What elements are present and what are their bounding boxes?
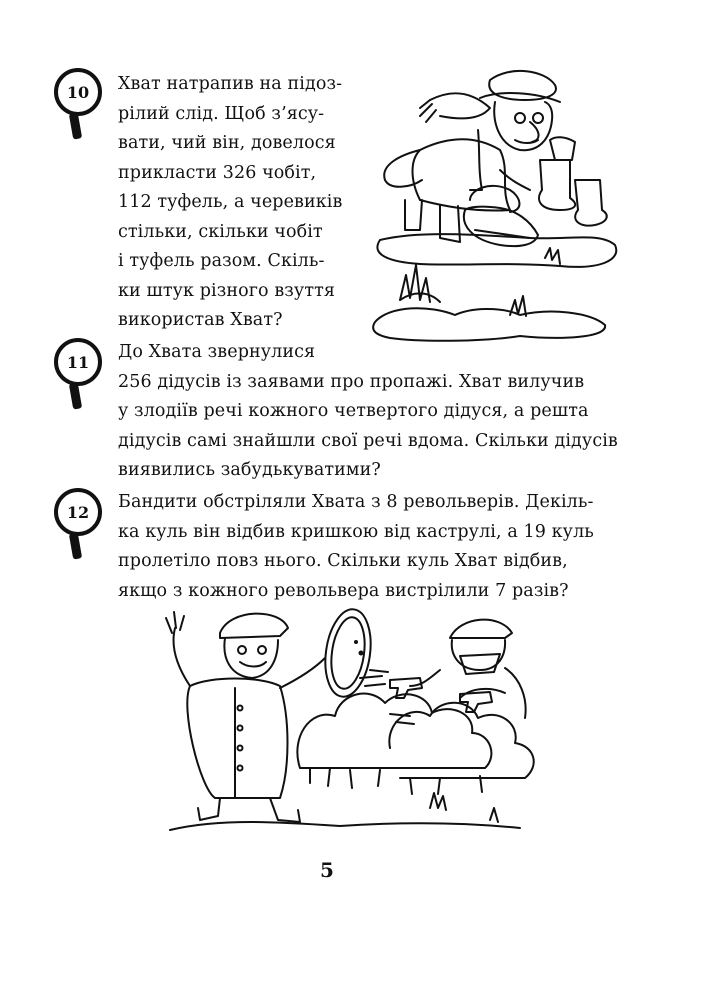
problem-number: 10 xyxy=(66,82,90,102)
text-line: Бандити обстріляли Хвата з 8 револьверів. Декіль- xyxy=(118,492,594,512)
text-line: 256 дідусів із заявами про пропажі. Хват вилучив xyxy=(118,371,585,392)
text-line: ки штук різного взуття xyxy=(118,280,336,301)
text-line: дідусів самі знайшли свої речі вдома. Скільки дідусів xyxy=(118,430,618,451)
problem-10-text xyxy=(118,70,343,336)
text-line: пролетіло повз нього. Скільки куль Хват відбив, xyxy=(118,551,568,571)
problem-number: 11 xyxy=(66,352,90,372)
magnifier-icon xyxy=(54,488,102,536)
problem-12-text xyxy=(118,488,594,606)
text-line: До Хвата звернулися xyxy=(118,342,316,362)
text-line: рілий слід. Щоб з’ясу- xyxy=(118,103,325,124)
text-line: якщо з кожного револьвера вистрілили 7 разів? xyxy=(118,580,569,601)
text-line: у злодіїв речі кожного четвертого дідуся, а решта xyxy=(118,401,589,421)
detective-shoes-illustration xyxy=(360,60,630,350)
shootout-illustration xyxy=(160,598,580,838)
text-line: 112 туфель, а черевиків xyxy=(118,192,343,212)
problem-11-text xyxy=(118,338,618,486)
problem-11-badge xyxy=(50,336,110,411)
magnifier-icon xyxy=(54,68,102,116)
problem-12-badge xyxy=(50,486,110,561)
text-line: виявились забудькуватими? xyxy=(118,460,381,480)
text-line: прикласти 326 чобіт, xyxy=(118,162,317,183)
problem-10-badge xyxy=(50,66,110,141)
text-line: ка куль він відбив кришкою від каструлі, а 19 куль xyxy=(118,521,594,542)
page-number: 5 xyxy=(320,858,334,882)
text-line: використав Хват? xyxy=(118,310,283,330)
text-line: і туфель разом. Скіль- xyxy=(118,251,325,271)
text-line: Хват натрапив на підоз- xyxy=(118,74,343,94)
problem-number: 12 xyxy=(66,502,90,522)
text-line: стільки, скільки чобіт xyxy=(118,221,323,242)
text-line: вати, чий він, довелося xyxy=(118,133,336,153)
magnifier-icon xyxy=(54,338,102,386)
